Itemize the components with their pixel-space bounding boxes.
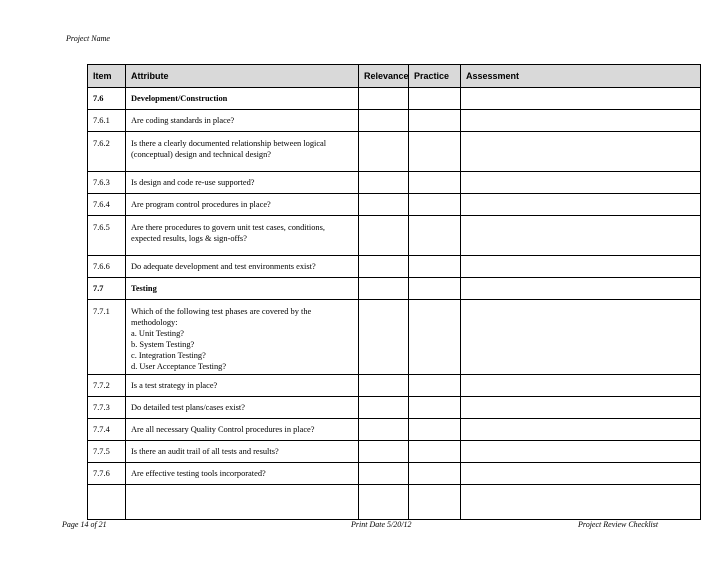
- practice-cell: [409, 194, 461, 216]
- assessment-cell: [461, 216, 701, 256]
- item-number: 7.7.3: [88, 397, 126, 419]
- practice-cell: [409, 132, 461, 172]
- table-row: [88, 375, 701, 397]
- table-row: [88, 419, 701, 441]
- table-row: [88, 256, 701, 278]
- attribute-text: Is design and code re-use supported?: [126, 172, 359, 194]
- attribute-text: Are program control procedures in place?: [126, 194, 359, 216]
- practice-cell: [409, 172, 461, 194]
- empty-cell: [409, 485, 461, 520]
- assessment-cell: [461, 419, 701, 441]
- practice-cell: [409, 375, 461, 397]
- table-row: [88, 216, 701, 256]
- footer-page-number: Page 14 of 21: [62, 520, 107, 529]
- table-header-row: [88, 65, 701, 88]
- item-number: 7.7.6: [88, 463, 126, 485]
- relevance-cell: [359, 216, 409, 256]
- empty-cell: [359, 485, 409, 520]
- column-header-assessment: Assessment: [461, 65, 701, 88]
- section-title: Development/Construction: [126, 88, 359, 110]
- attribute-text: Is there an audit trail of all tests and results?: [126, 441, 359, 463]
- relevance-cell: [359, 463, 409, 485]
- assessment-cell: [461, 397, 701, 419]
- relevance-cell: [359, 110, 409, 132]
- attribute-line: a. Unit Testing?: [131, 329, 184, 338]
- attribute-text: [126, 300, 359, 375]
- relevance-cell: [359, 132, 409, 172]
- attribute-text: Is a test strategy in place?: [126, 375, 359, 397]
- assessment-cell: [461, 194, 701, 216]
- table-row: [88, 278, 701, 300]
- attribute-text: Are there procedures to govern unit test cases, conditions, expected results, logs & sign-offs?: [126, 216, 359, 256]
- table-row: [88, 397, 701, 419]
- item-number: 7.7.4: [88, 419, 126, 441]
- item-number: 7.7.5: [88, 441, 126, 463]
- project-name-header: Project Name: [66, 34, 110, 43]
- attribute-text: Is there a clearly documented relationship between logical (conceptual) design and technical design?: [126, 132, 359, 172]
- item-number: 7.6.1: [88, 110, 126, 132]
- item-number: 7.7.1: [88, 300, 126, 375]
- item-number: 7.7: [88, 278, 126, 300]
- assessment-cell: [461, 441, 701, 463]
- practice-cell: [409, 463, 461, 485]
- item-number: 7.6.4: [88, 194, 126, 216]
- relevance-cell: [359, 300, 409, 375]
- assessment-cell: [461, 278, 701, 300]
- assessment-cell: [461, 88, 701, 110]
- relevance-cell: [359, 419, 409, 441]
- empty-cell: [126, 485, 359, 520]
- relevance-cell: [359, 256, 409, 278]
- table-row: [88, 463, 701, 485]
- item-number: 7.6.6: [88, 256, 126, 278]
- relevance-cell: [359, 88, 409, 110]
- relevance-cell: [359, 194, 409, 216]
- assessment-cell: [461, 256, 701, 278]
- footer-document-title: Project Review Checklist: [578, 520, 659, 529]
- item-number: 7.7.2: [88, 375, 126, 397]
- section-title: Testing: [126, 278, 359, 300]
- attribute-line: b. System Testing?: [131, 340, 195, 349]
- assessment-cell: [461, 463, 701, 485]
- column-header-relevance: Relevance: [359, 65, 409, 88]
- attribute-text: Do detailed test plans/cases exist?: [126, 397, 359, 419]
- practice-cell: [409, 419, 461, 441]
- attribute-text: Are effective testing tools incorporated?: [126, 463, 359, 485]
- column-header-item: Item: [88, 65, 126, 88]
- practice-cell: [409, 397, 461, 419]
- table-row: [88, 88, 701, 110]
- column-header-attribute: Attribute: [126, 65, 359, 88]
- practice-cell: [409, 110, 461, 132]
- column-header-practice: Practice: [409, 65, 461, 88]
- table-row: [88, 300, 701, 375]
- attribute-line: Which of the following test phases are covered by the methodology:: [131, 307, 312, 327]
- footer-print-date: Print Date 5/20/12: [351, 520, 412, 529]
- attribute-line: d. User Acceptance Testing?: [131, 362, 227, 371]
- item-number: 7.6.2: [88, 132, 126, 172]
- empty-cell: [88, 485, 126, 520]
- attribute-text: Are coding standards in place?: [126, 110, 359, 132]
- assessment-cell: [461, 110, 701, 132]
- attribute-line: c. Integration Testing?: [131, 351, 206, 360]
- empty-cell: [461, 485, 701, 520]
- table-row: [88, 194, 701, 216]
- practice-cell: [409, 88, 461, 110]
- relevance-cell: [359, 441, 409, 463]
- relevance-cell: [359, 172, 409, 194]
- relevance-cell: [359, 397, 409, 419]
- practice-cell: [409, 256, 461, 278]
- table-row: [88, 441, 701, 463]
- table-row-empty: [88, 485, 701, 520]
- item-number: 7.6.5: [88, 216, 126, 256]
- assessment-cell: [461, 375, 701, 397]
- practice-cell: [409, 278, 461, 300]
- table-row: [88, 172, 701, 194]
- table-row: [88, 110, 701, 132]
- assessment-cell: [461, 132, 701, 172]
- assessment-cell: [461, 300, 701, 375]
- attribute-text: Do adequate development and test environments exist?: [126, 256, 359, 278]
- item-number: 7.6.3: [88, 172, 126, 194]
- assessment-cell: [461, 172, 701, 194]
- review-checklist-table: [87, 64, 701, 520]
- table-row: [88, 132, 701, 172]
- practice-cell: [409, 300, 461, 375]
- relevance-cell: [359, 375, 409, 397]
- practice-cell: [409, 441, 461, 463]
- practice-cell: [409, 216, 461, 256]
- item-number: 7.6: [88, 88, 126, 110]
- attribute-text: Are all necessary Quality Control procedures in place?: [126, 419, 359, 441]
- relevance-cell: [359, 278, 409, 300]
